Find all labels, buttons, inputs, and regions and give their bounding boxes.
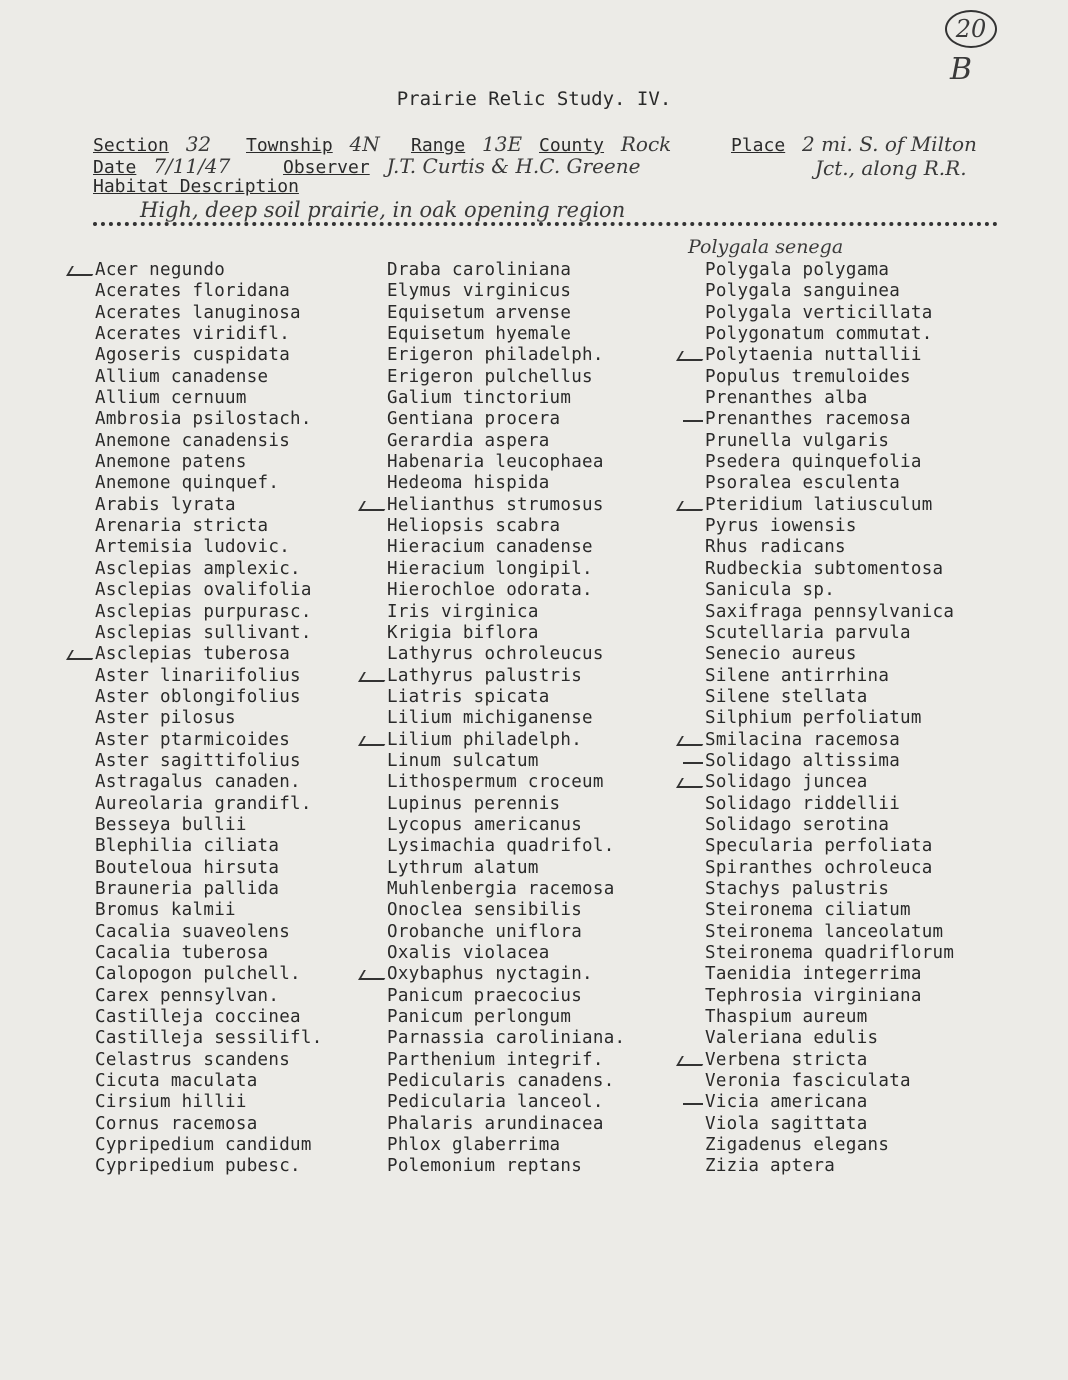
county-label: County <box>539 135 605 156</box>
species-item: Aster ptarmicoides <box>95 729 291 750</box>
species-item: Phlox glaberrima <box>387 1135 561 1156</box>
species-item: Onoclea sensibilis <box>387 900 583 921</box>
species-item: Acerates viridifl. <box>95 324 291 345</box>
township-value: 4N <box>349 132 380 156</box>
species-item: Celastrus scandens <box>95 1049 291 1070</box>
species-item: Anemone patens <box>95 452 247 473</box>
species-item: Liatris spicata <box>387 686 550 707</box>
date-label: Date <box>93 157 137 178</box>
species-item: Equisetum hyemale <box>387 324 572 345</box>
species-item: Scutellaria parvula <box>705 622 911 643</box>
species-item: Hieracium canadense <box>387 537 593 558</box>
county-value: Rock <box>620 132 672 156</box>
species-item: Bouteloua hirsuta <box>95 857 280 878</box>
observer-value: J.T. Curtis & H.C. Greene <box>386 154 641 178</box>
county-field <box>539 132 671 156</box>
species-item: Valeriana edulis <box>705 1028 879 1049</box>
species-item: Bromus kalmii <box>95 900 236 921</box>
species-item: Panicum praecocius <box>387 985 583 1006</box>
species-item: Sanicula sp. <box>705 580 836 601</box>
species-item: Aster pilosus <box>95 708 236 729</box>
species-item: Pedicularia lanceol. <box>387 1092 604 1113</box>
species-item: Pteridium latiusculum <box>705 495 954 516</box>
species-item: Asclepias ovalifolia <box>95 580 312 601</box>
species-item: Psedera quinquefolia <box>705 452 922 473</box>
species-item: Polygala sanguinea <box>705 281 901 302</box>
species-item: Polygonatum commutat. <box>705 324 933 345</box>
species-item: Aster oblongifolius <box>95 686 301 707</box>
species-item: Gerardia aspera <box>387 430 550 451</box>
species-item: Besseya bullii <box>95 814 247 835</box>
species-item: Steironema ciliatum <box>705 900 911 921</box>
species-item: Psoralea esculenta <box>705 473 901 494</box>
species-column-1 <box>95 260 323 1178</box>
species-item: Agoseris cuspidata <box>95 345 291 366</box>
species-item: Erigeron pulchellus <box>387 366 593 387</box>
species-item: Asclepias tuberosa <box>95 644 323 665</box>
species-item: Stachys palustris <box>705 878 890 899</box>
species-item: Elymus virginicus <box>387 281 572 302</box>
species-item: Ambrosia psilostach. <box>95 409 312 430</box>
species-item: Cypripedium candidum <box>95 1135 312 1156</box>
page-title: Prairie Relic Study. IV. <box>396 88 672 110</box>
species-item: Equisetum arvense <box>387 302 572 323</box>
species-item: Hierochloe odorata. <box>387 580 593 601</box>
species-item: Prunella vulgaris <box>705 430 890 451</box>
species-item: Cornus racemosa <box>95 1113 258 1134</box>
species-item: Cypripedium pubesc. <box>95 1156 301 1177</box>
range-value: 13E <box>482 132 523 156</box>
species-item: Solidago altissima <box>705 751 954 772</box>
species-item: Oxalis violacea <box>387 943 550 963</box>
species-item: Habenaria leucophaea <box>387 452 604 473</box>
species-item: Polytaenia nuttallii <box>705 345 954 366</box>
species-item: Hedeoma hispida <box>387 473 550 494</box>
place-label: Place <box>731 135 786 156</box>
species-item: Tephrosia virginiana <box>705 985 922 1006</box>
species-item: Zizia aptera <box>705 1156 836 1177</box>
species-item: Parnassia caroliniana. <box>387 1028 626 1049</box>
species-item: Cacalia suaveolens <box>95 921 291 942</box>
species-item: Solidago serotina <box>705 814 890 835</box>
section-value: 32 <box>185 132 212 156</box>
species-item: Brauneria pallida <box>95 878 280 899</box>
species-column-2 <box>387 260 625 1178</box>
township-field <box>246 132 380 156</box>
observer-field <box>283 154 640 178</box>
species-item: Lithospermum croceum <box>387 772 604 793</box>
page-letter: B <box>950 52 973 87</box>
section-field <box>93 132 211 156</box>
place-value-line1: 2 mi. S. of Milton <box>802 132 977 156</box>
species-item: Helianthus strumosus <box>387 495 625 516</box>
species-item: Panicum perlongum <box>387 1007 572 1028</box>
species-item: Acer negundo <box>95 260 323 281</box>
species-item: Astragalus canaden. <box>95 772 301 793</box>
species-item: Parthenium integrif. <box>387 1049 604 1070</box>
species-item: Allium cernuum <box>95 388 247 409</box>
habitat-label: Habitat Description <box>93 176 299 197</box>
species-item: Polygala polygama <box>705 260 890 280</box>
species-item: Silene stellata <box>705 686 868 707</box>
species-item: Solidago juncea <box>705 772 954 793</box>
species-item: Solidago riddellii <box>705 793 901 814</box>
species-item: Saxifraga pennsylvanica <box>705 601 955 622</box>
place-value-line2: Jct., along R.R. <box>815 156 967 180</box>
species-item: Lupinus perennis <box>387 793 561 814</box>
species-item: Vicia americana <box>705 1092 954 1113</box>
species-item: Aster sagittifolius <box>95 750 301 771</box>
habitat-value: High, deep soil prairie, in oak opening region <box>140 198 626 222</box>
species-item: Erigeron philadelph. <box>387 345 604 366</box>
species-item: Specularia perfoliata <box>705 836 933 857</box>
species-item: Lysimachia quadrifol. <box>387 836 615 857</box>
date-value: 7/11/47 <box>153 154 231 178</box>
page-number-circled: 20 <box>945 10 997 48</box>
species-item: Aureolaria grandifl. <box>95 793 312 814</box>
species-item: Rhus radicans <box>705 537 846 558</box>
species-item: Verbena stricta <box>705 1050 954 1071</box>
species-item: Oxybaphus nyctagin. <box>387 964 625 985</box>
species-item: Cirsium hillii <box>95 1092 247 1113</box>
species-item: Arenaria stricta <box>95 516 269 537</box>
species-item: Carex pennsylvan. <box>95 985 280 1006</box>
species-item: Lathyrus ochroleucus <box>387 644 604 665</box>
species-item: Populus tremuloides <box>705 366 911 387</box>
date-field <box>93 154 230 178</box>
species-item: Asclepias amplexic. <box>95 558 301 579</box>
species-item: Draba caroliniana <box>387 260 572 280</box>
species-item: Arabis lyrata <box>95 494 236 515</box>
species-item: Prenanthes racemosa <box>705 409 954 430</box>
column-annotation: Polygala senega <box>688 236 844 258</box>
species-item: Krigia biflora <box>387 622 539 643</box>
species-item: Aster linariifolius <box>95 665 301 686</box>
species-item: Calopogon pulchell. <box>95 964 301 985</box>
species-item: Cicuta maculata <box>95 1071 258 1092</box>
species-item: Gentiana procera <box>387 409 561 430</box>
township-label: Township <box>246 135 333 156</box>
species-item: Thaspium aureum <box>705 1007 868 1028</box>
species-item: Viola sagittata <box>705 1113 868 1134</box>
place-field <box>731 132 977 156</box>
species-item: Castilleja sessilifl. <box>95 1028 323 1049</box>
species-item: Blephilia ciliata <box>95 836 280 857</box>
species-item: Polygala verticillata <box>705 302 933 323</box>
section-label: Section <box>93 135 169 156</box>
species-item: Hieracium longipil. <box>387 558 593 579</box>
species-item: Acerates lanuginosa <box>95 302 301 323</box>
species-item: Galium tinctorium <box>387 388 572 409</box>
species-item: Muhlenbergia racemosa <box>387 878 615 899</box>
species-item: Taenidia integerrima <box>705 964 922 985</box>
species-item: Heliopsis scabra <box>387 516 561 537</box>
species-item: Asclepias sullivant. <box>95 622 312 643</box>
range-label: Range <box>411 135 466 156</box>
species-item: Lilium michiganense <box>387 708 593 729</box>
species-item: Pyrus iowensis <box>705 516 857 537</box>
species-item: Castilleja coccinea <box>95 1007 301 1028</box>
species-item: Silphium perfoliatum <box>705 708 922 729</box>
species-item: Lythrum alatum <box>387 857 539 878</box>
species-item: Allium canadense <box>95 366 269 387</box>
species-item: Phalaris arundinacea <box>387 1113 604 1134</box>
species-item: Lycopus americanus <box>387 814 583 835</box>
species-item: Veronia fasciculata <box>705 1071 911 1092</box>
species-item: Anemone canadensis <box>95 430 291 451</box>
species-item: Silene antirrhina <box>705 665 890 686</box>
range-field <box>411 132 522 156</box>
species-item: Artemisia ludovic. <box>95 537 291 558</box>
species-item: Cacalia tuberosa <box>95 943 269 963</box>
species-item: Zigadenus elegans <box>705 1135 890 1156</box>
species-item: Lilium philadelph. <box>387 730 625 751</box>
species-item: Senecio aureus <box>705 644 857 665</box>
species-item: Acerates floridana <box>95 281 291 302</box>
species-item: Smilacina racemosa <box>705 730 954 751</box>
species-item: Pedicularis canadens. <box>387 1071 615 1092</box>
species-item: Linum sulcatum <box>387 750 539 771</box>
species-item: Lathyrus palustris <box>387 666 625 687</box>
species-item: Polemonium reptans <box>387 1156 583 1177</box>
species-item: Prenanthes alba <box>705 388 868 409</box>
species-column-3 <box>705 260 954 1178</box>
observer-label: Observer <box>283 157 370 178</box>
species-item: Steironema lanceolatum <box>705 921 944 942</box>
species-item: Anemone quinquef. <box>95 473 280 494</box>
dotted-divider <box>93 222 998 226</box>
species-item: Steironema quadriflorum <box>705 943 955 963</box>
species-item: Orobanche uniflora <box>387 921 583 942</box>
species-item: Spiranthes ochroleuca <box>705 857 933 878</box>
species-item: Iris virginica <box>387 601 539 622</box>
habitat-field <box>93 176 299 197</box>
species-item: Asclepias purpurasc. <box>95 601 312 622</box>
species-item: Rudbeckia subtomentosa <box>705 558 944 579</box>
